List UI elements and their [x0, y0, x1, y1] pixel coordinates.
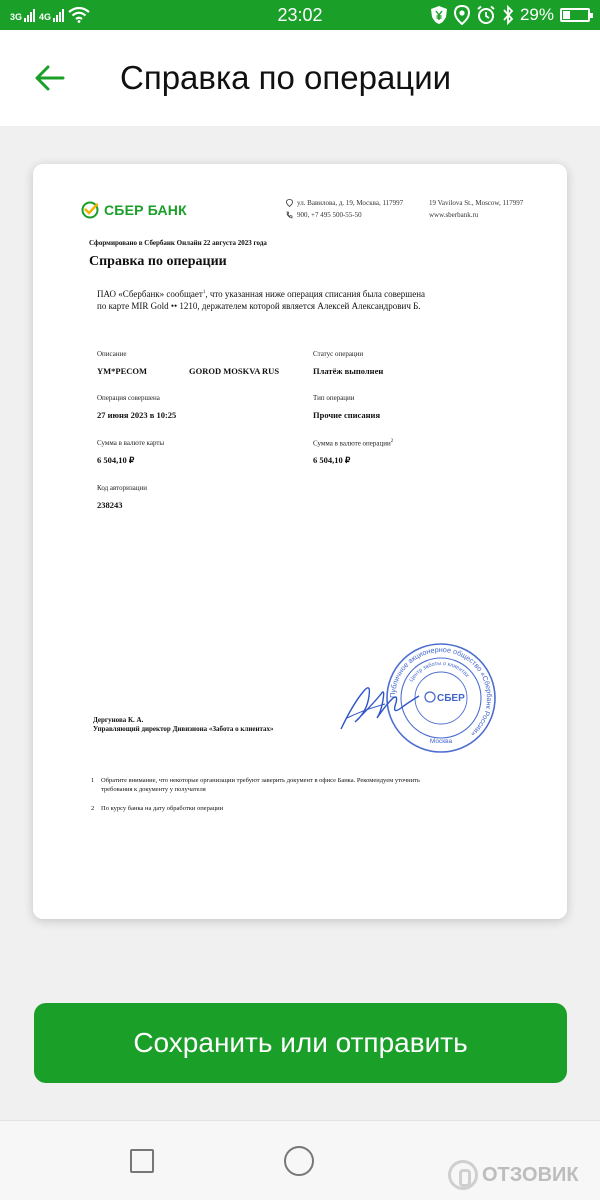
network-3g-label: 3G: [10, 11, 23, 22]
footnote-1-text: Обратите внимание, что некоторые организации требуют заверить документ в офисе Банка. Рекомендуем уточнить требования к документу у получателя: [101, 777, 420, 793]
network-4g-indicator: [39, 9, 64, 22]
bank-contacts-ru: [286, 197, 403, 221]
bank-website: www.sberbank.ru: [429, 211, 479, 219]
stamp-outer-text: Публичное акционерное общество «Сбербанк России»: [387, 644, 495, 739]
back-button[interactable]: [15, 48, 85, 108]
footnote-1-number: 1: [91, 777, 95, 784]
location-icon: [454, 5, 470, 25]
intro-text-2: , что указанная ниже операция списания была совершена по карте MIR Gold •• 1210, держателем которой является Алексей Александрович Б.: [97, 289, 426, 311]
footnote-ref-1: 1: [202, 290, 206, 295]
recent-apps-button[interactable]: [130, 1149, 154, 1173]
phone-icon: [286, 211, 293, 219]
otzovik-logo-icon: [448, 1160, 478, 1190]
status-bar: [0, 0, 600, 30]
description-value-merchant: YM*PECOM: [97, 366, 148, 376]
bank-contacts-en: [429, 197, 523, 221]
auth-code-value: 238243: [97, 500, 123, 510]
bank-address-ru: ул. Вавилова, д. 19, Москва, 117997: [297, 199, 404, 207]
home-button[interactable]: [284, 1146, 314, 1176]
type-value: Прочие списания: [313, 410, 381, 420]
alarm-icon: [476, 5, 496, 25]
card-amount-label: Сумма в валюте карты: [97, 439, 165, 447]
network-4g-label: 4G: [39, 11, 52, 22]
footnote-2: [91, 804, 223, 813]
footnote-2-number: 2: [91, 805, 95, 812]
network-3g-indicator: [10, 9, 35, 22]
type-label: Тип операции: [313, 394, 355, 402]
date-label: Операция совершена: [97, 394, 160, 402]
save-or-send-button[interactable]: Сохранить или отправить: [34, 1003, 567, 1083]
bank-address-en: 19 Vavilova St., Moscow, 117997: [429, 199, 524, 207]
sber-logo: [81, 201, 187, 219]
intro-text-1: ПАО «Сбербанк» сообщает: [97, 289, 203, 299]
stamp-brand: СБЕР: [437, 693, 465, 704]
operation-amount-label-text: Сумма в валюте операции: [313, 439, 391, 448]
signer-title: Управляющий директор Дивизиона «Забота о клиентах»: [93, 725, 274, 733]
wifi-icon: [68, 7, 90, 23]
app-bar: [0, 30, 600, 126]
clock: 23:02: [277, 4, 323, 25]
signer-block: [93, 716, 274, 734]
sber-logo-icon: [81, 201, 99, 219]
operation-amount-label: [313, 439, 393, 447]
document-header: [81, 199, 541, 229]
battery-icon: [560, 8, 590, 22]
description-label: Описание: [97, 350, 127, 358]
system-indicators: [430, 5, 590, 25]
bank-phone: 900, +7 495 500-55-50: [297, 211, 362, 219]
battery-percent: 29%: [519, 5, 554, 24]
footnote-2-text: По курсу банка на дату обработки операции: [101, 805, 224, 812]
date-value: 27 июня 2023 в 10:25: [97, 410, 177, 420]
footnote-1: [91, 776, 431, 794]
bank-name: СБЕР БАНК: [104, 202, 187, 218]
signal-bars-icon: [24, 9, 35, 22]
card-amount-value: 6 504,10 ₽: [97, 455, 135, 465]
otzovik-watermark: [448, 1160, 579, 1190]
generated-date: Сформировано в Сбербанк Онлайн 22 августа 2023 года: [89, 239, 267, 247]
footnote-ref-2: 2: [390, 439, 394, 444]
operation-amount-value: 6 504,10 ₽: [313, 455, 351, 465]
status-label: Статус операции: [313, 350, 364, 358]
signer-name: Дергунова К. А.: [93, 716, 144, 724]
network-indicators: [10, 7, 90, 23]
stamp-inner-text: Центр заботы о клиентах: [408, 660, 470, 684]
bluetooth-icon: [502, 5, 514, 25]
watermark-text: ОТЗОВИК: [482, 1163, 579, 1186]
auth-code-label: Код авторизации: [97, 484, 147, 492]
stamp-city: Москва: [429, 738, 453, 745]
shield-yen-icon: [430, 5, 448, 25]
document-intro: [97, 287, 427, 312]
description-value-city: GOROD MOSKVA RUS: [189, 366, 280, 376]
arrow-left-icon: [35, 65, 65, 91]
page-title: Справка по операции: [120, 59, 452, 96]
operation-certificate-document[interactable]: [33, 164, 567, 919]
system-navigation-bar: [0, 1120, 600, 1200]
signal-bars-icon: [53, 9, 64, 22]
location-pin-icon: [286, 199, 293, 207]
bank-stamp: [385, 642, 497, 754]
content-area: [0, 126, 600, 1120]
status-value: Платёж выполнен: [313, 366, 384, 376]
document-title: Справка по операции: [89, 254, 227, 269]
